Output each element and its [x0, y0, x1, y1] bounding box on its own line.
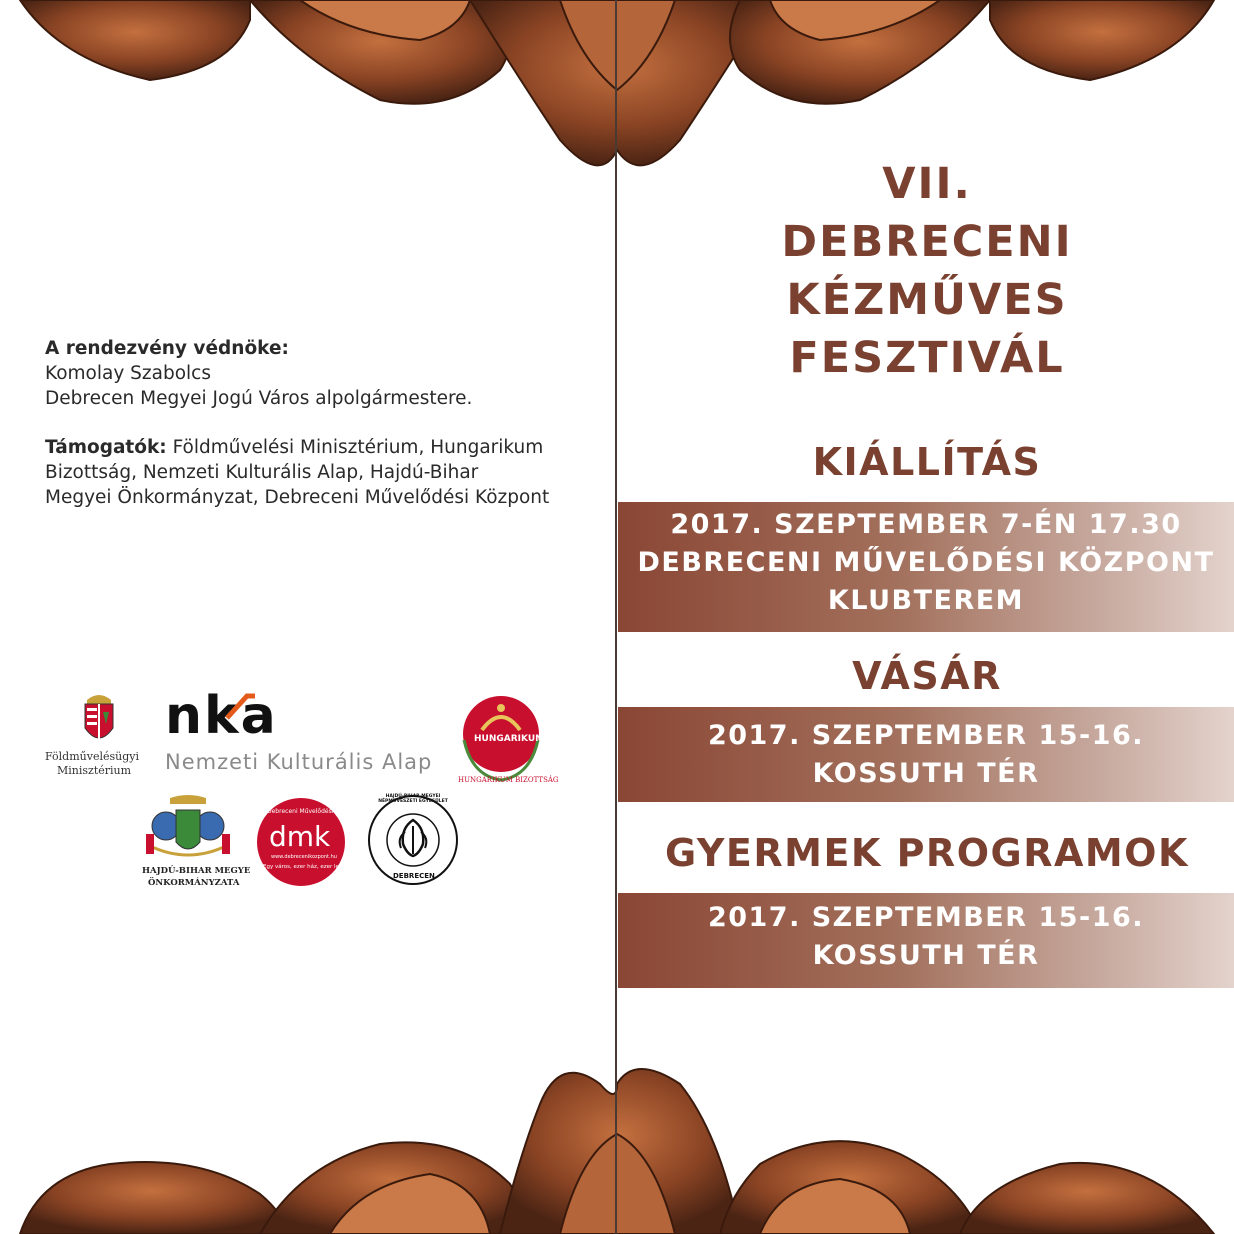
nka-accent-icon: [223, 692, 263, 722]
fm-line1: Földművelésügyi: [45, 750, 139, 763]
hbm-logo: [138, 794, 251, 890]
fair-line2: KOSSUTH TÉR: [812, 758, 1040, 789]
dmk-ring-top: Debreceni Művelődési Központ: [267, 808, 360, 815]
fm-logo: [45, 690, 153, 780]
carved-ornament-bottom: [0, 1044, 1234, 1234]
hungarikum-logo: [452, 690, 559, 788]
dmk-logo: [255, 796, 362, 888]
supporters-block: [45, 435, 585, 510]
festival-title: [620, 155, 1234, 387]
fair-line1: 2017. SZEPTEMBER 15-16.: [707, 720, 1145, 751]
supporters-line2: Bizottság, Nemzeti Kulturális Alap, Hajdú-Bihar: [45, 462, 479, 483]
title-line4: FESZTIVÁL: [789, 333, 1065, 383]
fair-title: VÁSÁR: [852, 654, 1002, 698]
kids-title: GYERMEK PROGRAMOK: [665, 831, 1189, 875]
nepmuveszeti-logo: [365, 792, 461, 888]
title-line1: VII.: [882, 159, 972, 209]
hungarikum-center: HUNGARIKUM: [474, 734, 545, 744]
patron-name: Komolay Szabolcs: [45, 363, 211, 384]
hbm-line2: ÖNKORMÁNYZATA: [148, 878, 240, 888]
hbm-line1: HAJDÚ-BIHAR MEGYE: [142, 866, 251, 876]
exhibition-line3: KLUBTEREM: [827, 585, 1025, 616]
kids-line2: KOSSUTH TÉR: [812, 940, 1040, 971]
kids-line1: 2017. SZEPTEMBER 15-16.: [707, 902, 1145, 933]
dmk-url: www.debrecenikozpont.hu: [271, 854, 337, 860]
title-line2: DEBRECENI: [781, 217, 1073, 267]
county-crest-icon: [140, 794, 236, 862]
kids-band: [618, 893, 1234, 988]
hungarikum-ring: HUNGARIKUM BIZOTTSÁG: [458, 776, 559, 784]
fair-band: [618, 707, 1234, 802]
patron-role: Debrecen Megyei Jogú Város alpolgármestere.: [45, 388, 473, 409]
fold-line: [615, 0, 617, 1234]
nka-logo: [165, 686, 445, 782]
supporters-line3: Megyei Önkormányzat, Debreceni Művelődési Központ: [45, 487, 550, 508]
exhibition-line2: DEBRECENI MŰVELŐDÉSI KÖZPONT: [637, 547, 1215, 578]
exhibition-line1: 2017. SZEPTEMBER 7-ÉN 17.30: [670, 509, 1182, 540]
nka-name: Nemzeti Kulturális Alap: [165, 750, 433, 774]
patron-label: A rendezvény védnöke:: [45, 338, 289, 359]
coat-of-arms-icon: [79, 690, 119, 748]
dmk-ring-bottom: Egy város, ezer ház, ezer lehetőség: [263, 864, 362, 870]
title-line3: KÉZMŰVES: [786, 275, 1068, 325]
nka-mark: nka: [165, 686, 278, 746]
nep-ring-top: HAJDÚ-BIHAR MEGYEI NÉPMŰVÉSZETI EGYESÜLET: [378, 794, 448, 804]
patron-block: [45, 336, 565, 411]
supporters-label: Támogatók:: [45, 437, 167, 458]
supporters-line1: Földművelési Minisztérium, Hungarikum: [166, 437, 544, 458]
nep-ring-bottom: DEBRECEN: [393, 872, 435, 880]
exhibition-band: [618, 502, 1234, 632]
dmk-mark: dmk: [269, 820, 331, 853]
fm-line2: Minisztérium: [57, 764, 132, 777]
exhibition-title: KIÁLLÍTÁS: [812, 440, 1042, 484]
